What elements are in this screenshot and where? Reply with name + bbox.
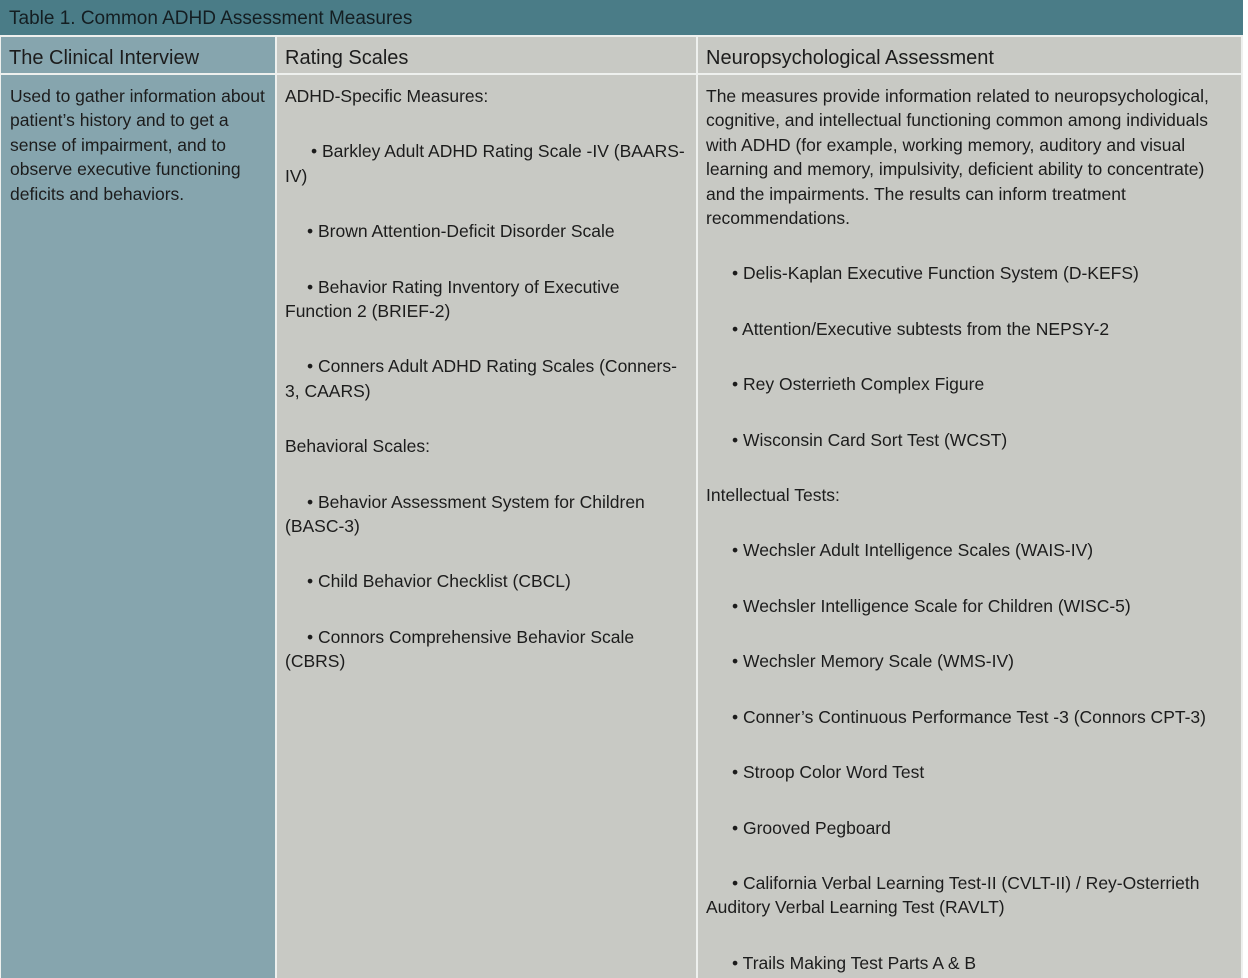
list-item: • Grooved Pegboard	[732, 817, 891, 838]
behavioral-scales-title: Behavioral Scales:	[285, 436, 430, 457]
neuropsych-description: The measures provide information related to neuropsychological, cognitive, and intellectual functioning common among individuals with ADHD (for example, working memory, auditory and visual learning and memory, impulsivity, deficient ability to concentrate) and the impairments. The results can inform treatment recommendations.	[706, 86, 1209, 229]
list-item: • Wechsler Intelligence Scale for Children (WISC-5)	[732, 595, 1131, 616]
list-item: • Wechsler Adult Intelligence Scales (WAIS-IV)	[732, 540, 1094, 561]
list-item: • Delis-Kaplan Executive Function System (D-KEFS)	[732, 263, 1139, 284]
list-item: • Wechsler Memory Scale (WMS-IV)	[732, 651, 1014, 672]
table-header-row	[0, 35, 1243, 75]
list-item: • Child Behavior Checklist (CBCL)	[307, 571, 571, 592]
cell-clinical-interview	[0, 75, 275, 978]
list-item: • Connors Comprehensive Behavior Scale (CBRS)	[285, 626, 635, 672]
header-neuropsychological-assessment: Neuropsychological Assessment	[696, 37, 1243, 73]
cell-neuropsychological-assessment	[696, 75, 1243, 978]
list-item: • Rey Osterrieth Complex Figure	[732, 374, 985, 395]
table-body-row	[0, 75, 1243, 978]
list-item: • Wisconsin Card Sort Test (WCST)	[732, 429, 1008, 450]
list-item: • Behavior Assessment System for Children (BASC-3)	[285, 491, 645, 537]
list-item: • Attention/Executive subtests from the NEPSY-2	[732, 318, 1110, 339]
clinical-interview-description: Used to gather information about patient’s history and to get a sense of impairment, and to observe executive functioning deficits and behaviors.	[10, 86, 265, 204]
list-item: • California Verbal Learning Test-II (CVLT-II) / Rey-Osterrieth Auditory Verbal Learning Test (RAVLT)	[706, 872, 1200, 918]
intellectual-tests-title: Intellectual Tests:	[706, 485, 840, 506]
list-item: • Trails Making Test Parts A & B	[732, 952, 977, 973]
list-item: • Conner’s Continuous Performance Test -3 (Connors CPT-3)	[732, 706, 1206, 727]
list-item: • Brown Attention-Deficit Disorder Scale	[307, 221, 615, 242]
list-item: • Behavior Rating Inventory of Executive Function 2 (BRIEF-2)	[285, 276, 620, 322]
header-rating-scales: Rating Scales	[275, 37, 696, 73]
cell-rating-scales	[275, 75, 696, 978]
table-title: Table 1. Common ADHD Assessment Measures	[0, 0, 1243, 35]
header-clinical-interview: The Clinical Interview	[0, 37, 275, 73]
list-item: • Stroop Color Word Test	[732, 762, 925, 783]
adhd-specific-title: ADHD-Specific Measures:	[285, 86, 489, 106]
list-item: • Barkley Adult ADHD Rating Scale -IV (BAARS-IV)	[285, 141, 685, 186]
list-item: • Conners Adult ADHD Rating Scales (Conners-3, CAARS)	[285, 356, 677, 401]
